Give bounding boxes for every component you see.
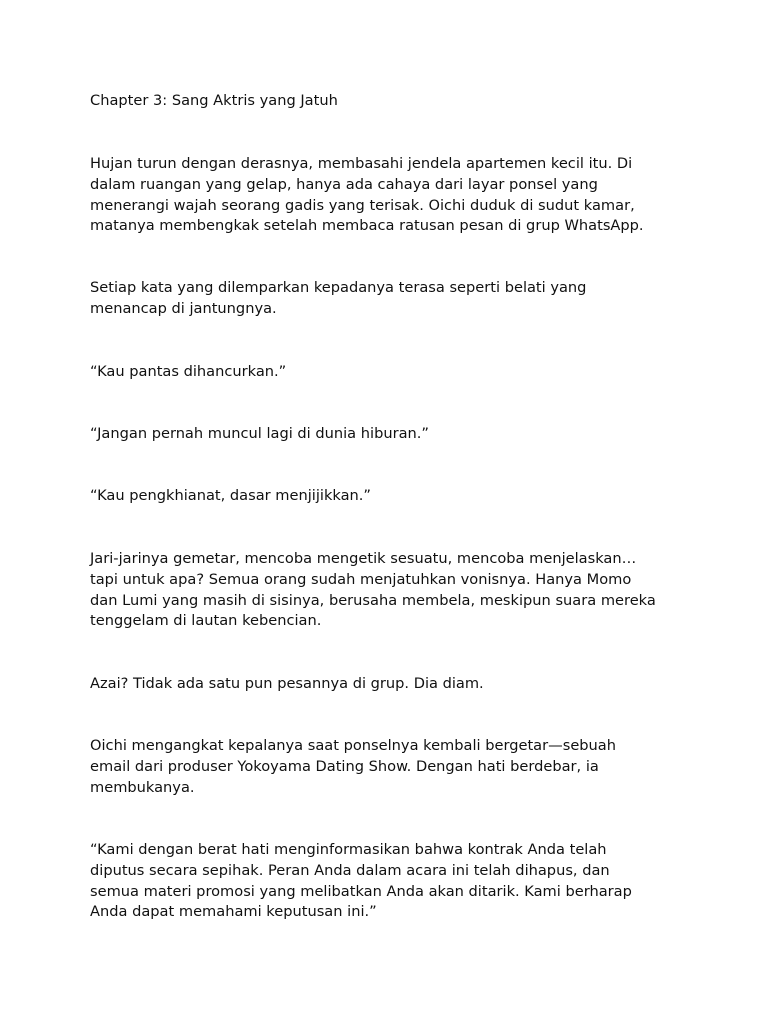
paragraph-line: Oichi mengangkat kepalanya saat ponselnya kembali bergetar—sebuah xyxy=(90,737,617,754)
paragraph-4 xyxy=(90,674,690,695)
paragraph-line: tenggelam di lautan kebencian. xyxy=(90,612,322,630)
paragraph-1 xyxy=(90,154,690,237)
paragraph-5 xyxy=(90,736,690,798)
paragraph-line: email dari produser Yokoyama Dating Show. Dengan hati berdebar, ia xyxy=(90,757,599,775)
quote-line: “Kau pantas dihancurkan.” xyxy=(90,363,287,380)
paragraph-line: dalam ruangan yang gelap, hanya ada cahaya dari layar ponsel yang xyxy=(90,175,598,193)
paragraph-line: menancap di jantungnya. xyxy=(90,299,277,317)
quote-line: semua materi promosi yang melibatkan Anda akan ditarik. Kami berharap xyxy=(90,882,632,900)
quote-line: “Kami dengan berat hati menginformasikan bahwa kontrak Anda telah xyxy=(90,841,607,858)
quote-line: diputus secara sepihak. Peran Anda dalam acara ini telah dihapus, dan xyxy=(90,861,610,879)
paragraph-line: dan Lumi yang masih di sisinya, berusaha membela, meskipun suara mereka xyxy=(90,591,656,609)
quote-2 xyxy=(90,424,690,445)
quote-4 xyxy=(90,840,690,923)
chapter-title xyxy=(90,91,690,112)
chapter-title-text: Chapter 3: Sang Aktris yang Jatuh xyxy=(90,92,338,109)
quote-line: “Jangan pernah muncul lagi di dunia hiburan.” xyxy=(90,425,429,442)
paragraph-line: matanya membengkak setelah membaca ratusan pesan di grup WhatsApp. xyxy=(90,217,644,235)
paragraph-line: tapi untuk apa? Semua orang sudah menjatuhkan vonisnya. Hanya Momo xyxy=(90,570,632,588)
paragraph-2 xyxy=(90,278,690,320)
paragraph-line: menerangi wajah seorang gadis yang terisak. Oichi duduk di sudut kamar, xyxy=(90,196,635,214)
paragraph-line: Hujan turun dengan derasnya, membasahi jendela apartemen kecil itu. Di xyxy=(90,155,633,172)
paragraph-line: Jari-jarinya gemetar, mencoba mengetik sesuatu, mencoba menjelaskan… xyxy=(90,550,637,567)
quote-line: Anda dapat memahami keputusan ini.” xyxy=(90,903,377,921)
paragraph-line: Setiap kata yang dilemparkan kepadanya terasa seperti belati yang xyxy=(90,279,587,296)
quote-1 xyxy=(90,362,690,383)
quote-3 xyxy=(90,486,690,507)
quote-line: “Kau pengkhianat, dasar menjijikkan.” xyxy=(90,487,371,504)
paragraph-line: Azai? Tidak ada satu pun pesannya di grup. Dia diam. xyxy=(90,675,484,692)
paragraph-3 xyxy=(90,549,690,632)
paragraph-line: membukanya. xyxy=(90,778,195,796)
